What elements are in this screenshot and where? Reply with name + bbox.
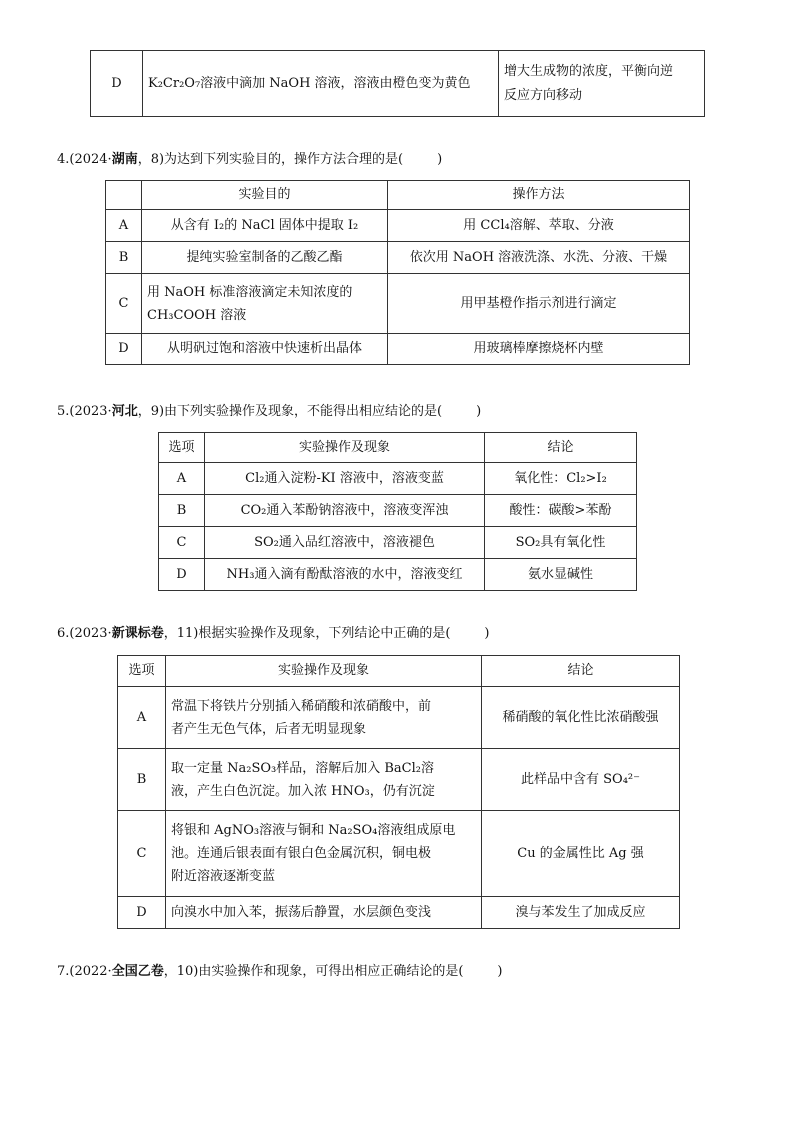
table-row: [91, 51, 705, 117]
conclusion-cell: 酸性：碳酸>苯酚: [485, 495, 637, 527]
operation-line-1: 将银和 AgNO₃溶液与铜和 Na₂SO₄溶液组成原电: [171, 823, 456, 838]
table-row: [159, 527, 637, 559]
question-5-stem: [57, 400, 481, 419]
table-row: [118, 897, 680, 929]
q7-text: ，10)由实验操作和现象，可得出相应正确结论的是(: [163, 964, 464, 979]
operation-cell: K₂Cr₂O₇溶液中滴加 NaOH 溶液，溶液由橙色变为黄色: [143, 51, 499, 117]
method-cell: 用甲基橙作指示剂进行滴定: [388, 274, 690, 334]
operation-cell: [166, 811, 482, 897]
purpose-cell: 从含有 I₂的 NaCl 固体中提取 I₂: [142, 210, 388, 242]
purpose-line-1: 用 NaOH 标准溶液滴定未知浓度的: [147, 284, 353, 300]
row-label: D: [118, 897, 166, 929]
table-row: [106, 242, 690, 274]
conclusion-line-1: 增大生成物的浓度，平衡向逆: [504, 63, 674, 79]
header-blank: [106, 181, 142, 210]
question-4-stem: [57, 148, 442, 167]
header-option: 选项: [159, 433, 205, 463]
purpose-line-2: CH₃COOH 溶液: [147, 307, 247, 323]
q5-text: ，9)由下列实验操作及现象，不能得出相应结论的是(: [137, 404, 443, 419]
operation-cell: 向溴水中加入苯，振荡后静置，水层颜色变浅: [166, 897, 482, 929]
method-cell: 依次用 NaOH 溶液洗涤、水洗、分液、干燥: [388, 242, 690, 274]
q7-close-paren: ): [497, 964, 503, 979]
method-cell: 用 CCl₄溶解、萃取、分液: [388, 210, 690, 242]
q5-close-paren: ): [476, 404, 482, 419]
table-row: [106, 334, 690, 365]
question-5-table: [158, 432, 637, 591]
question-6-table: [117, 655, 680, 929]
question-6-stem: [57, 622, 489, 641]
q6-text: ，11)根据实验操作及现象，下列结论中正确的是(: [163, 626, 451, 641]
table-row: [118, 749, 680, 811]
question-4-table: [105, 180, 690, 365]
conclusion-cell: 溴与苯发生了加成反应: [482, 897, 680, 929]
conclusion-cell: Cu 的金属性比 Ag 强: [482, 811, 680, 897]
row-label: B: [159, 495, 205, 527]
q6-number: 6.(2023·: [57, 626, 112, 641]
table-row: [106, 210, 690, 242]
operation-line-2: 池。连通后银表面有银白色金属沉积，铜电极: [171, 846, 432, 861]
operation-line-2: 液，产生白色沉淀。加入浓 HNO₃，仍有沉淀: [171, 783, 435, 799]
table-row: [118, 811, 680, 897]
row-label: C: [106, 274, 142, 334]
row-label: C: [118, 811, 166, 897]
table-top-continuation: [90, 50, 705, 117]
table-row: [159, 463, 637, 495]
conclusion-cell: 稀硝酸的氧化性比浓硝酸强: [482, 687, 680, 749]
operation-line-1: 常温下将铁片分别插入稀硝酸和浓硝酸中，前: [171, 698, 432, 714]
q7-number: 7.(2022·: [57, 964, 112, 979]
table-row: [159, 559, 637, 591]
operation-line-3: 附近溶液逐渐变蓝: [171, 869, 276, 884]
conclusion-cell: 氧化性：Cl₂>I₂: [485, 463, 637, 495]
operation-cell: [166, 749, 482, 811]
q6-source: 新课标卷: [111, 626, 164, 641]
q6-close-paren: ): [484, 626, 490, 641]
header-operation: 实验操作及现象: [166, 656, 482, 687]
q4-text: ，8)为达到下列实验目的，操作方法合理的是(: [137, 152, 404, 167]
operation-line-1: 取一定量 Na₂SO₃样品，溶解后加入 BaCl₂溶: [171, 760, 434, 776]
conclusion-line-2: 反应方向移动: [504, 87, 583, 103]
q4-close-paren: ): [437, 152, 443, 167]
header-conclusion: 结论: [485, 433, 637, 463]
method-cell: 用玻璃棒摩擦烧杯内壁: [388, 334, 690, 365]
operation-cell: SO₂通入品红溶液中，溶液褪色: [205, 527, 485, 559]
conclusion-cell: SO₂具有氧化性: [485, 527, 637, 559]
row-label: A: [118, 687, 166, 749]
row-label: C: [159, 527, 205, 559]
operation-line-2: 者产生无色气体，后者无明显现象: [171, 721, 367, 737]
table-row: [118, 687, 680, 749]
conclusion-cell: 氨水显碱性: [485, 559, 637, 591]
question-7-stem: [57, 960, 502, 979]
operation-cell: CO₂通入苯酚钠溶液中，溶液变浑浊: [205, 495, 485, 527]
header-option: 选项: [118, 656, 166, 687]
row-label: A: [106, 210, 142, 242]
purpose-cell: [142, 274, 388, 334]
table-header-row: [118, 656, 680, 687]
table-header-row: [106, 181, 690, 210]
purpose-cell: 从明矾过饱和溶液中快速析出晶体: [142, 334, 388, 365]
row-label: A: [159, 463, 205, 495]
operation-cell: [166, 687, 482, 749]
table-row: [106, 274, 690, 334]
operation-cell: NH₃通入滴有酚酞溶液的水中，溶液变红: [205, 559, 485, 591]
q5-source: 河北: [111, 404, 138, 419]
row-label: D: [106, 334, 142, 365]
row-label: B: [118, 749, 166, 811]
operation-cell: Cl₂通入淀粉-KI 溶液中，溶液变蓝: [205, 463, 485, 495]
header-conclusion: 结论: [482, 656, 680, 687]
header-operation: 实验操作及现象: [205, 433, 485, 463]
q4-number: 4.(2024·: [57, 152, 112, 167]
header-method: 操作方法: [388, 181, 690, 210]
conclusion-cell: [499, 51, 705, 117]
table-row: [159, 495, 637, 527]
q7-source: 全国乙卷: [111, 964, 164, 979]
q4-source: 湖南: [111, 152, 138, 167]
conclusion-cell: 此样品中含有 SO₄²⁻: [482, 749, 680, 811]
q5-number: 5.(2023·: [57, 404, 112, 419]
table-header-row: [159, 433, 637, 463]
row-label: D: [91, 51, 143, 117]
purpose-cell: 提纯实验室制备的乙酸乙酯: [142, 242, 388, 274]
header-purpose: 实验目的: [142, 181, 388, 210]
row-label: D: [159, 559, 205, 591]
row-label: B: [106, 242, 142, 274]
